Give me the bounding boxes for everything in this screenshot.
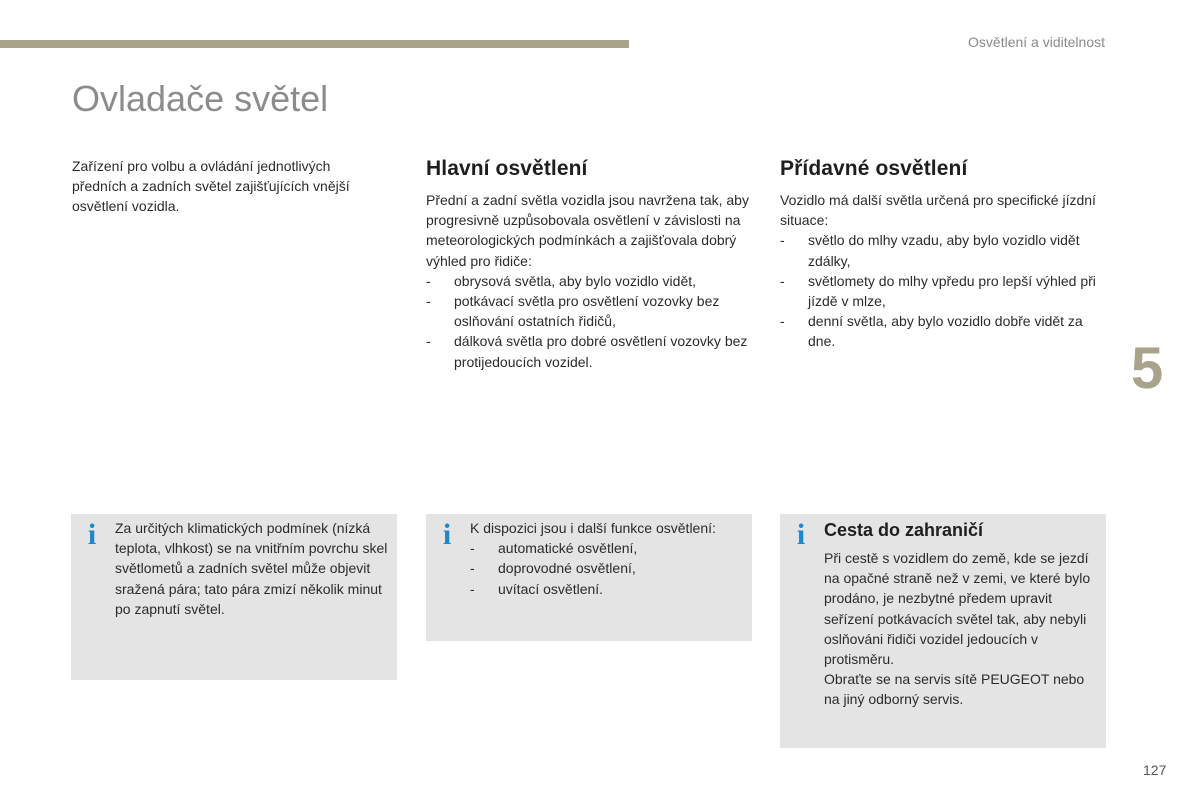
info-box-content [115,518,389,619]
list-item: - automatické osvětlení, [470,538,744,558]
additional-lighting-column [780,155,1110,352]
info-box-content [470,518,744,599]
info-box-text: Za určitých klimatických podmínek (nízká teplota, vlhkost) se na vnitřním povrchu skel světlometů a zadních světel může objevit sražená pára; tato pára zmizí několik minut po zapnutí světel. [115,520,388,617]
page-number: 127 [1143,762,1167,778]
header-rule [0,40,629,48]
info-box-abroad [780,514,1106,748]
info-box-heading: Cesta do zahraničí [824,520,984,540]
list-item: - dálková světla pro dobré osvětlení vozovky bez protijedoucích vozidel. [426,331,756,371]
functions-list [470,538,744,599]
main-lighting-list [426,271,756,372]
list-item: - světlomety do mlhy vpředu pro lepší výhled při jízdě v mlze, [780,271,1110,311]
list-item: - doprovodné osvětlení, [470,558,744,578]
main-lighting-heading: Hlavní osvětlení [426,157,588,180]
list-item: - uvítací osvětlení. [470,579,744,599]
list-item: - obrysová světla, aby bylo vozidlo vidět, [426,271,756,291]
info-icon: i [796,518,806,551]
info-box-content [824,518,1098,710]
info-icon: i [442,518,452,551]
additional-lighting-list [780,230,1110,351]
info-icon: i [87,518,97,551]
list-item: - světlo do mlhy vzadu, aby bylo vozidlo vidět zdálky, [780,230,1110,270]
chapter-number: 5 [1131,336,1164,401]
main-lighting-column [426,155,756,372]
intro-column [72,156,382,217]
info-box-functions [426,514,752,641]
list-item: - denní světla, aby bylo vozidlo dobře vidět za dne. [780,311,1110,351]
list-item: - potkávací světla pro osvětlení vozovky bez oslňování ostatních řidičů, [426,291,756,331]
intro-text: Zařízení pro volbu a ovládání jednotlivých předních a zadních světel zajišťujících vnější osvětlení vozidla. [72,158,350,215]
section-title: Osvětlení a viditelnost [968,34,1105,50]
info-box-text: K dispozici jsou i další funkce osvětlení: [470,520,716,536]
info-box-condensation [71,514,397,680]
main-lighting-text: Přední a zadní světla vozidla jsou navržena tak, aby progresivně uzpůsobovala osvětlení v závislosti na meteorologických podmínkách a zajišťovala dobrý výhled pro řidiče: [426,192,749,269]
additional-lighting-text: Vozidlo má další světla určená pro specifické jízdní situace: [780,192,1096,229]
info-box-text: Při cestě s vozidlem do země, kde se jezdí na opačné straně než v zemi, ve které bylo prodáno, je nezbytné předem upravit seřízení potkávacích světel tak, aby nebyli oslňováni řidiči vozidel jedoucích v protisměru. [824,550,1091,668]
page-title: Ovladače světel [72,78,329,119]
additional-lighting-heading: Přídavné osvětlení [780,157,968,180]
info-box-text: Obraťte se na servis sítě PEUGEOT nebo na jiný odborný servis. [824,671,1085,708]
